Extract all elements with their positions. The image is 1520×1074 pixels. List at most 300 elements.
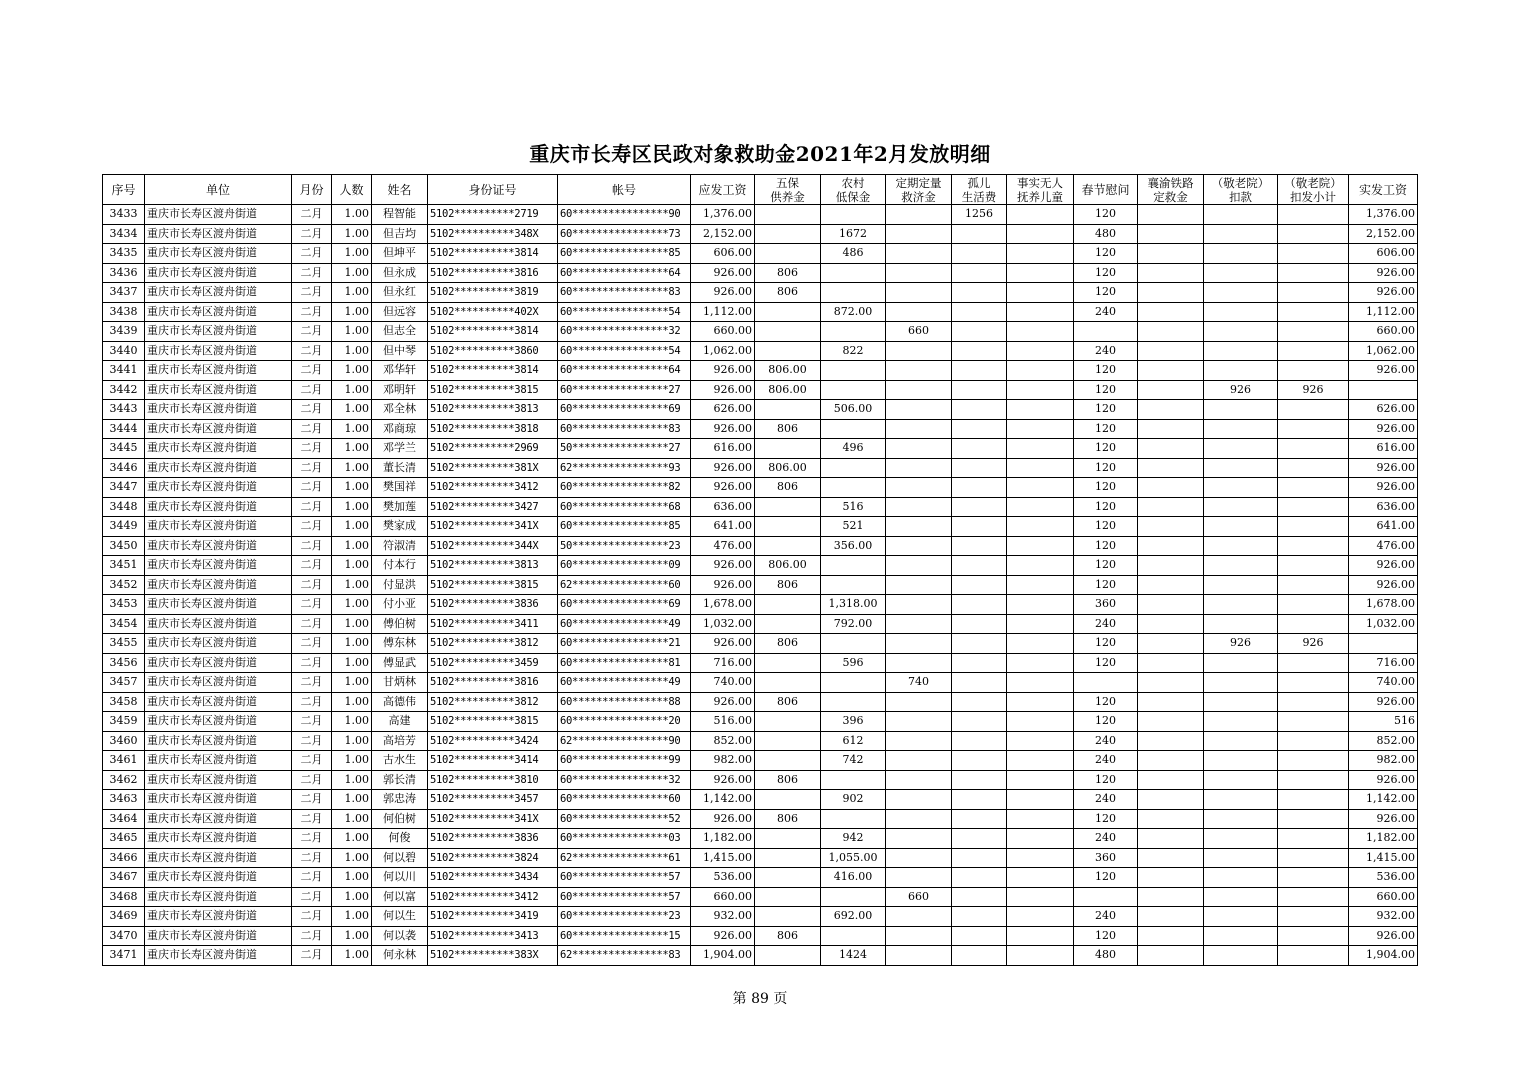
table-cell: 516	[1349, 712, 1418, 732]
table-cell: 3439	[103, 322, 145, 342]
table-cell: 二月	[292, 751, 332, 771]
table-cell: 516	[821, 497, 886, 517]
table-cell	[1138, 829, 1204, 849]
table-row	[103, 244, 1418, 264]
table-cell: 120	[1074, 653, 1138, 673]
table-cell	[1349, 380, 1418, 400]
table-cell: 396	[821, 712, 886, 732]
table-cell: 傅显武	[372, 653, 428, 673]
table-cell: 5102**********3814	[428, 244, 558, 264]
table-cell: 240	[1074, 751, 1138, 771]
table-cell: 3471	[103, 946, 145, 966]
table-cell	[821, 809, 886, 829]
table-cell	[952, 263, 1007, 283]
table-cell: 60****************49	[558, 614, 691, 634]
table-cell: 926.00	[1349, 692, 1418, 712]
table-cell	[1007, 790, 1074, 810]
table-cell	[1138, 692, 1204, 712]
table-cell: 60****************81	[558, 653, 691, 673]
column-header: 定期定量 救济金	[886, 175, 952, 205]
table-cell	[952, 244, 1007, 264]
table-cell: 5102**********344X	[428, 536, 558, 556]
table-cell: 3455	[103, 634, 145, 654]
table-header-row	[103, 175, 1418, 205]
table-cell: 3452	[103, 575, 145, 595]
table-cell: 3454	[103, 614, 145, 634]
table-cell: 5102**********3434	[428, 868, 558, 888]
table-cell: 重庆市长寿区渡舟街道	[145, 556, 292, 576]
table-cell: 3447	[103, 478, 145, 498]
table-cell	[1074, 322, 1138, 342]
table-cell: 1424	[821, 946, 886, 966]
table-cell: 360	[1074, 848, 1138, 868]
table-cell: 120	[1074, 536, 1138, 556]
table-cell: 1.00	[332, 400, 372, 420]
table-cell: 1.00	[332, 263, 372, 283]
table-cell	[886, 439, 952, 459]
table-row	[103, 517, 1418, 537]
table-cell: 3464	[103, 809, 145, 829]
table-cell	[1138, 478, 1204, 498]
table-cell	[1138, 653, 1204, 673]
table-cell	[1138, 400, 1204, 420]
table-cell: 636.00	[691, 497, 755, 517]
table-cell: 942	[821, 829, 886, 849]
table-cell: 1.00	[332, 926, 372, 946]
table-cell: 240	[1074, 907, 1138, 927]
table-cell: 5102**********2969	[428, 439, 558, 459]
table-cell: 何伯树	[372, 809, 428, 829]
table-cell: 60****************88	[558, 692, 691, 712]
table-cell: 傅东林	[372, 634, 428, 654]
table-cell: 重庆市长寿区渡舟街道	[145, 205, 292, 225]
table-cell: 古水生	[372, 751, 428, 771]
table-cell: 1.00	[332, 887, 372, 907]
table-cell: 二月	[292, 946, 332, 966]
table-cell: 付本行	[372, 556, 428, 576]
table-cell: 重庆市长寿区渡舟街道	[145, 419, 292, 439]
table-cell	[952, 361, 1007, 381]
table-cell: 何永林	[372, 946, 428, 966]
table-cell	[1204, 829, 1278, 849]
table-cell: 1.00	[332, 283, 372, 303]
table-cell: 982.00	[691, 751, 755, 771]
table-cell: 甘炳林	[372, 673, 428, 693]
table-cell: 641.00	[691, 517, 755, 537]
table-cell: 240	[1074, 790, 1138, 810]
table-row	[103, 556, 1418, 576]
table-row	[103, 868, 1418, 888]
table-cell	[952, 517, 1007, 537]
table-cell	[1007, 458, 1074, 478]
table-cell: 660	[886, 887, 952, 907]
table-cell	[755, 868, 821, 888]
table-cell: 5102**********3815	[428, 575, 558, 595]
table-cell	[1278, 848, 1349, 868]
table-cell	[1007, 263, 1074, 283]
table-cell: 60****************68	[558, 497, 691, 517]
table-cell: 5102**********341X	[428, 517, 558, 537]
table-cell: 二月	[292, 244, 332, 264]
table-cell: 240	[1074, 302, 1138, 322]
table-cell: 重庆市长寿区渡舟街道	[145, 361, 292, 381]
table-cell	[821, 770, 886, 790]
table-cell	[1278, 770, 1349, 790]
table-cell: 1,415.00	[691, 848, 755, 868]
table-cell: 3458	[103, 692, 145, 712]
table-cell	[1278, 946, 1349, 966]
table-cell	[886, 634, 952, 654]
table-cell	[1204, 673, 1278, 693]
table-cell	[1074, 673, 1138, 693]
table-cell	[821, 926, 886, 946]
table-row	[103, 497, 1418, 517]
table-cell: 740	[886, 673, 952, 693]
table-cell: 5102**********3819	[428, 283, 558, 303]
table-cell: 邓明轩	[372, 380, 428, 400]
table-row	[103, 302, 1418, 322]
table-cell: 邓华轩	[372, 361, 428, 381]
table-cell	[886, 517, 952, 537]
table-cell: 2,152.00	[691, 224, 755, 244]
table-cell	[1007, 614, 1074, 634]
table-cell	[1204, 692, 1278, 712]
table-cell: 926.00	[1349, 419, 1418, 439]
table-cell	[1278, 809, 1349, 829]
table-cell: 926.00	[1349, 283, 1418, 303]
table-cell	[886, 380, 952, 400]
table-cell: 重庆市长寿区渡舟街道	[145, 322, 292, 342]
table-cell	[952, 809, 1007, 829]
table-cell: 但坤平	[372, 244, 428, 264]
table-cell: 641.00	[1349, 517, 1418, 537]
table-cell	[952, 829, 1007, 849]
table-cell	[1278, 712, 1349, 732]
table-cell: 60****************23	[558, 907, 691, 927]
table-cell: 3462	[103, 770, 145, 790]
column-header: （敬老院） 扣款	[1204, 175, 1278, 205]
table-cell: 3466	[103, 848, 145, 868]
table-cell: 60****************54	[558, 341, 691, 361]
table-cell: 1.00	[332, 361, 372, 381]
table-cell	[1204, 419, 1278, 439]
table-cell: 926.00	[691, 692, 755, 712]
table-row	[103, 419, 1418, 439]
table-cell: 3433	[103, 205, 145, 225]
table-cell: 5102**********341X	[428, 809, 558, 829]
table-cell	[1138, 770, 1204, 790]
table-cell: 1.00	[332, 497, 372, 517]
table-cell	[1278, 829, 1349, 849]
table-cell: 120	[1074, 634, 1138, 654]
table-row	[103, 634, 1418, 654]
table-cell	[886, 263, 952, 283]
table-cell: 1,182.00	[1349, 829, 1418, 849]
table-cell: 邓学兰	[372, 439, 428, 459]
table-cell: 60****************69	[558, 400, 691, 420]
table-cell: 120	[1074, 575, 1138, 595]
table-body	[103, 205, 1418, 966]
table-cell: 5102**********3836	[428, 595, 558, 615]
column-header: 实发工资	[1349, 175, 1418, 205]
table-cell	[1138, 224, 1204, 244]
table-cell	[1007, 400, 1074, 420]
table-cell: 3459	[103, 712, 145, 732]
table-cell: 356.00	[821, 536, 886, 556]
table-cell	[1007, 302, 1074, 322]
table-row	[103, 361, 1418, 381]
table-cell: 240	[1074, 829, 1138, 849]
table-cell: 重庆市长寿区渡舟街道	[145, 673, 292, 693]
column-header: 身份证号	[428, 175, 558, 205]
table-cell: 1,678.00	[1349, 595, 1418, 615]
table-cell	[1204, 458, 1278, 478]
table-cell	[886, 653, 952, 673]
table-cell: 3469	[103, 907, 145, 927]
table-cell: 二月	[292, 556, 332, 576]
table-cell: 3463	[103, 790, 145, 810]
table-cell: 1.00	[332, 809, 372, 829]
table-cell	[1278, 575, 1349, 595]
table-cell: 二月	[292, 497, 332, 517]
table-cell: 806	[755, 263, 821, 283]
table-cell	[1204, 439, 1278, 459]
table-cell: 3461	[103, 751, 145, 771]
table-cell	[1278, 653, 1349, 673]
table-cell	[1007, 946, 1074, 966]
table-cell: 1,055.00	[821, 848, 886, 868]
table-cell	[821, 419, 886, 439]
table-cell: 重庆市长寿区渡舟街道	[145, 439, 292, 459]
table-cell: 516.00	[691, 712, 755, 732]
table-cell	[755, 712, 821, 732]
table-cell	[886, 614, 952, 634]
table-row	[103, 575, 1418, 595]
table-cell	[1007, 224, 1074, 244]
table-cell	[1007, 653, 1074, 673]
table-cell: 5102**********3419	[428, 907, 558, 927]
table-row	[103, 907, 1418, 927]
table-cell: 重庆市长寿区渡舟街道	[145, 868, 292, 888]
table-cell	[1204, 712, 1278, 732]
table-cell	[952, 634, 1007, 654]
table-cell	[1138, 712, 1204, 732]
table-cell: 5102**********348X	[428, 224, 558, 244]
table-cell	[886, 341, 952, 361]
table-cell: 60****************64	[558, 361, 691, 381]
table-cell: 3468	[103, 887, 145, 907]
table-cell	[1278, 322, 1349, 342]
table-cell	[1138, 926, 1204, 946]
table-cell: 926.00	[1349, 361, 1418, 381]
table-cell: 120	[1074, 439, 1138, 459]
table-cell: 郭长清	[372, 770, 428, 790]
table-cell	[1204, 809, 1278, 829]
table-cell: 二月	[292, 536, 332, 556]
table-cell: 240	[1074, 614, 1138, 634]
table-cell: 120	[1074, 556, 1138, 576]
table-cell	[1007, 419, 1074, 439]
table-cell: 5102**********381X	[428, 458, 558, 478]
table-cell	[755, 595, 821, 615]
table-cell	[952, 341, 1007, 361]
table-cell: 1.00	[332, 536, 372, 556]
table-cell: 926.00	[691, 361, 755, 381]
table-cell: 1.00	[332, 478, 372, 498]
table-cell	[952, 868, 1007, 888]
table-cell	[886, 751, 952, 771]
table-cell	[1007, 536, 1074, 556]
table-cell	[1204, 361, 1278, 381]
table-cell: 3453	[103, 595, 145, 615]
table-cell: 1,062.00	[1349, 341, 1418, 361]
table-cell	[1138, 517, 1204, 537]
table-cell	[886, 712, 952, 732]
table-cell: 120	[1074, 517, 1138, 537]
table-cell: 3445	[103, 439, 145, 459]
table-cell	[886, 419, 952, 439]
table-cell	[1007, 634, 1074, 654]
table-cell: 926.00	[691, 478, 755, 498]
table-cell: 5102**********3824	[428, 848, 558, 868]
table-row	[103, 673, 1418, 693]
table-cell	[1204, 887, 1278, 907]
table-cell	[1204, 575, 1278, 595]
table-cell: 重庆市长寿区渡舟街道	[145, 263, 292, 283]
table-cell	[1278, 263, 1349, 283]
table-row	[103, 458, 1418, 478]
table-cell	[1278, 907, 1349, 927]
table-cell: 60****************20	[558, 712, 691, 732]
table-cell	[1278, 731, 1349, 751]
table-cell	[1007, 692, 1074, 712]
table-cell	[1278, 556, 1349, 576]
column-header: 农村 低保金	[821, 175, 886, 205]
table-cell	[886, 946, 952, 966]
table-cell	[755, 790, 821, 810]
table-cell: 1.00	[332, 439, 372, 459]
table-cell: 982.00	[1349, 751, 1418, 771]
table-cell	[755, 205, 821, 225]
table-cell: 60****************49	[558, 673, 691, 693]
table-cell	[1007, 731, 1074, 751]
table-row	[103, 712, 1418, 732]
table-cell: 5102**********3411	[428, 614, 558, 634]
table-cell: 5102**********3860	[428, 341, 558, 361]
table-cell: 5102**********3813	[428, 556, 558, 576]
table-cell	[952, 419, 1007, 439]
table-cell: 616.00	[1349, 439, 1418, 459]
table-cell: 重庆市长寿区渡舟街道	[145, 380, 292, 400]
table-cell	[1138, 556, 1204, 576]
table-cell: 480	[1074, 224, 1138, 244]
table-cell: 重庆市长寿区渡舟街道	[145, 517, 292, 537]
table-cell	[821, 478, 886, 498]
table-cell: 樊国祥	[372, 478, 428, 498]
table-cell: 3435	[103, 244, 145, 264]
table-cell: 高培芳	[372, 731, 428, 751]
column-header: 姓名	[372, 175, 428, 205]
table-cell: 1,904.00	[1349, 946, 1418, 966]
table-cell: 1,318.00	[821, 595, 886, 615]
table-cell: 660.00	[1349, 322, 1418, 342]
table-cell: 1,142.00	[691, 790, 755, 810]
table-cell	[1007, 926, 1074, 946]
table-cell: 660	[886, 322, 952, 342]
table-row	[103, 595, 1418, 615]
table-cell	[755, 887, 821, 907]
table-cell: 660.00	[691, 322, 755, 342]
table-cell: 1,182.00	[691, 829, 755, 849]
table-row	[103, 439, 1418, 459]
table-cell: 120	[1074, 419, 1138, 439]
table-cell: 重庆市长寿区渡舟街道	[145, 907, 292, 927]
table-cell	[1138, 205, 1204, 225]
column-header: 孤儿 生活费	[952, 175, 1007, 205]
table-cell: 重庆市长寿区渡舟街道	[145, 458, 292, 478]
table-row	[103, 692, 1418, 712]
table-cell	[1204, 283, 1278, 303]
table-cell	[952, 731, 1007, 751]
relief-payment-table	[102, 174, 1418, 966]
table-cell	[1278, 790, 1349, 810]
table-cell: 1.00	[332, 575, 372, 595]
table-cell: 5102**********3814	[428, 361, 558, 381]
table-cell	[755, 517, 821, 537]
table-cell: 926.00	[691, 809, 755, 829]
table-cell: 5102**********3816	[428, 673, 558, 693]
table-cell: 付小亚	[372, 595, 428, 615]
table-cell: 60****************52	[558, 809, 691, 829]
table-cell: 付显洪	[372, 575, 428, 595]
table-cell	[1138, 887, 1204, 907]
table-cell	[755, 946, 821, 966]
table-row	[103, 790, 1418, 810]
column-header: 事实无人 抚养儿童	[1007, 175, 1074, 205]
table-cell	[821, 263, 886, 283]
table-cell: 重庆市长寿区渡舟街道	[145, 926, 292, 946]
table-cell	[1007, 205, 1074, 225]
table-cell	[821, 283, 886, 303]
table-cell: 5102**********3424	[428, 731, 558, 751]
table-cell: 1.00	[332, 244, 372, 264]
table-cell	[755, 731, 821, 751]
table-cell: 1.00	[332, 829, 372, 849]
table-cell: 重庆市长寿区渡舟街道	[145, 887, 292, 907]
table-cell: 506.00	[821, 400, 886, 420]
table-cell	[1204, 224, 1278, 244]
table-cell: 二月	[292, 848, 332, 868]
table-cell: 5102**********383X	[428, 946, 558, 966]
table-cell: 60****************57	[558, 868, 691, 888]
table-cell: 但永红	[372, 283, 428, 303]
table-cell: 重庆市长寿区渡舟街道	[145, 302, 292, 322]
table-cell: 660.00	[1349, 887, 1418, 907]
column-header: 序号	[103, 175, 145, 205]
table-row	[103, 283, 1418, 303]
table-cell: 3456	[103, 653, 145, 673]
table-cell: 3434	[103, 224, 145, 244]
table-cell: 616.00	[691, 439, 755, 459]
table-cell: 60****************32	[558, 770, 691, 790]
table-cell	[1138, 868, 1204, 888]
table-cell: 5102**********3812	[428, 634, 558, 654]
table-cell	[1204, 517, 1278, 537]
table-cell	[1278, 341, 1349, 361]
table-cell: 1.00	[332, 946, 372, 966]
table-row	[103, 536, 1418, 556]
table-cell: 3438	[103, 302, 145, 322]
